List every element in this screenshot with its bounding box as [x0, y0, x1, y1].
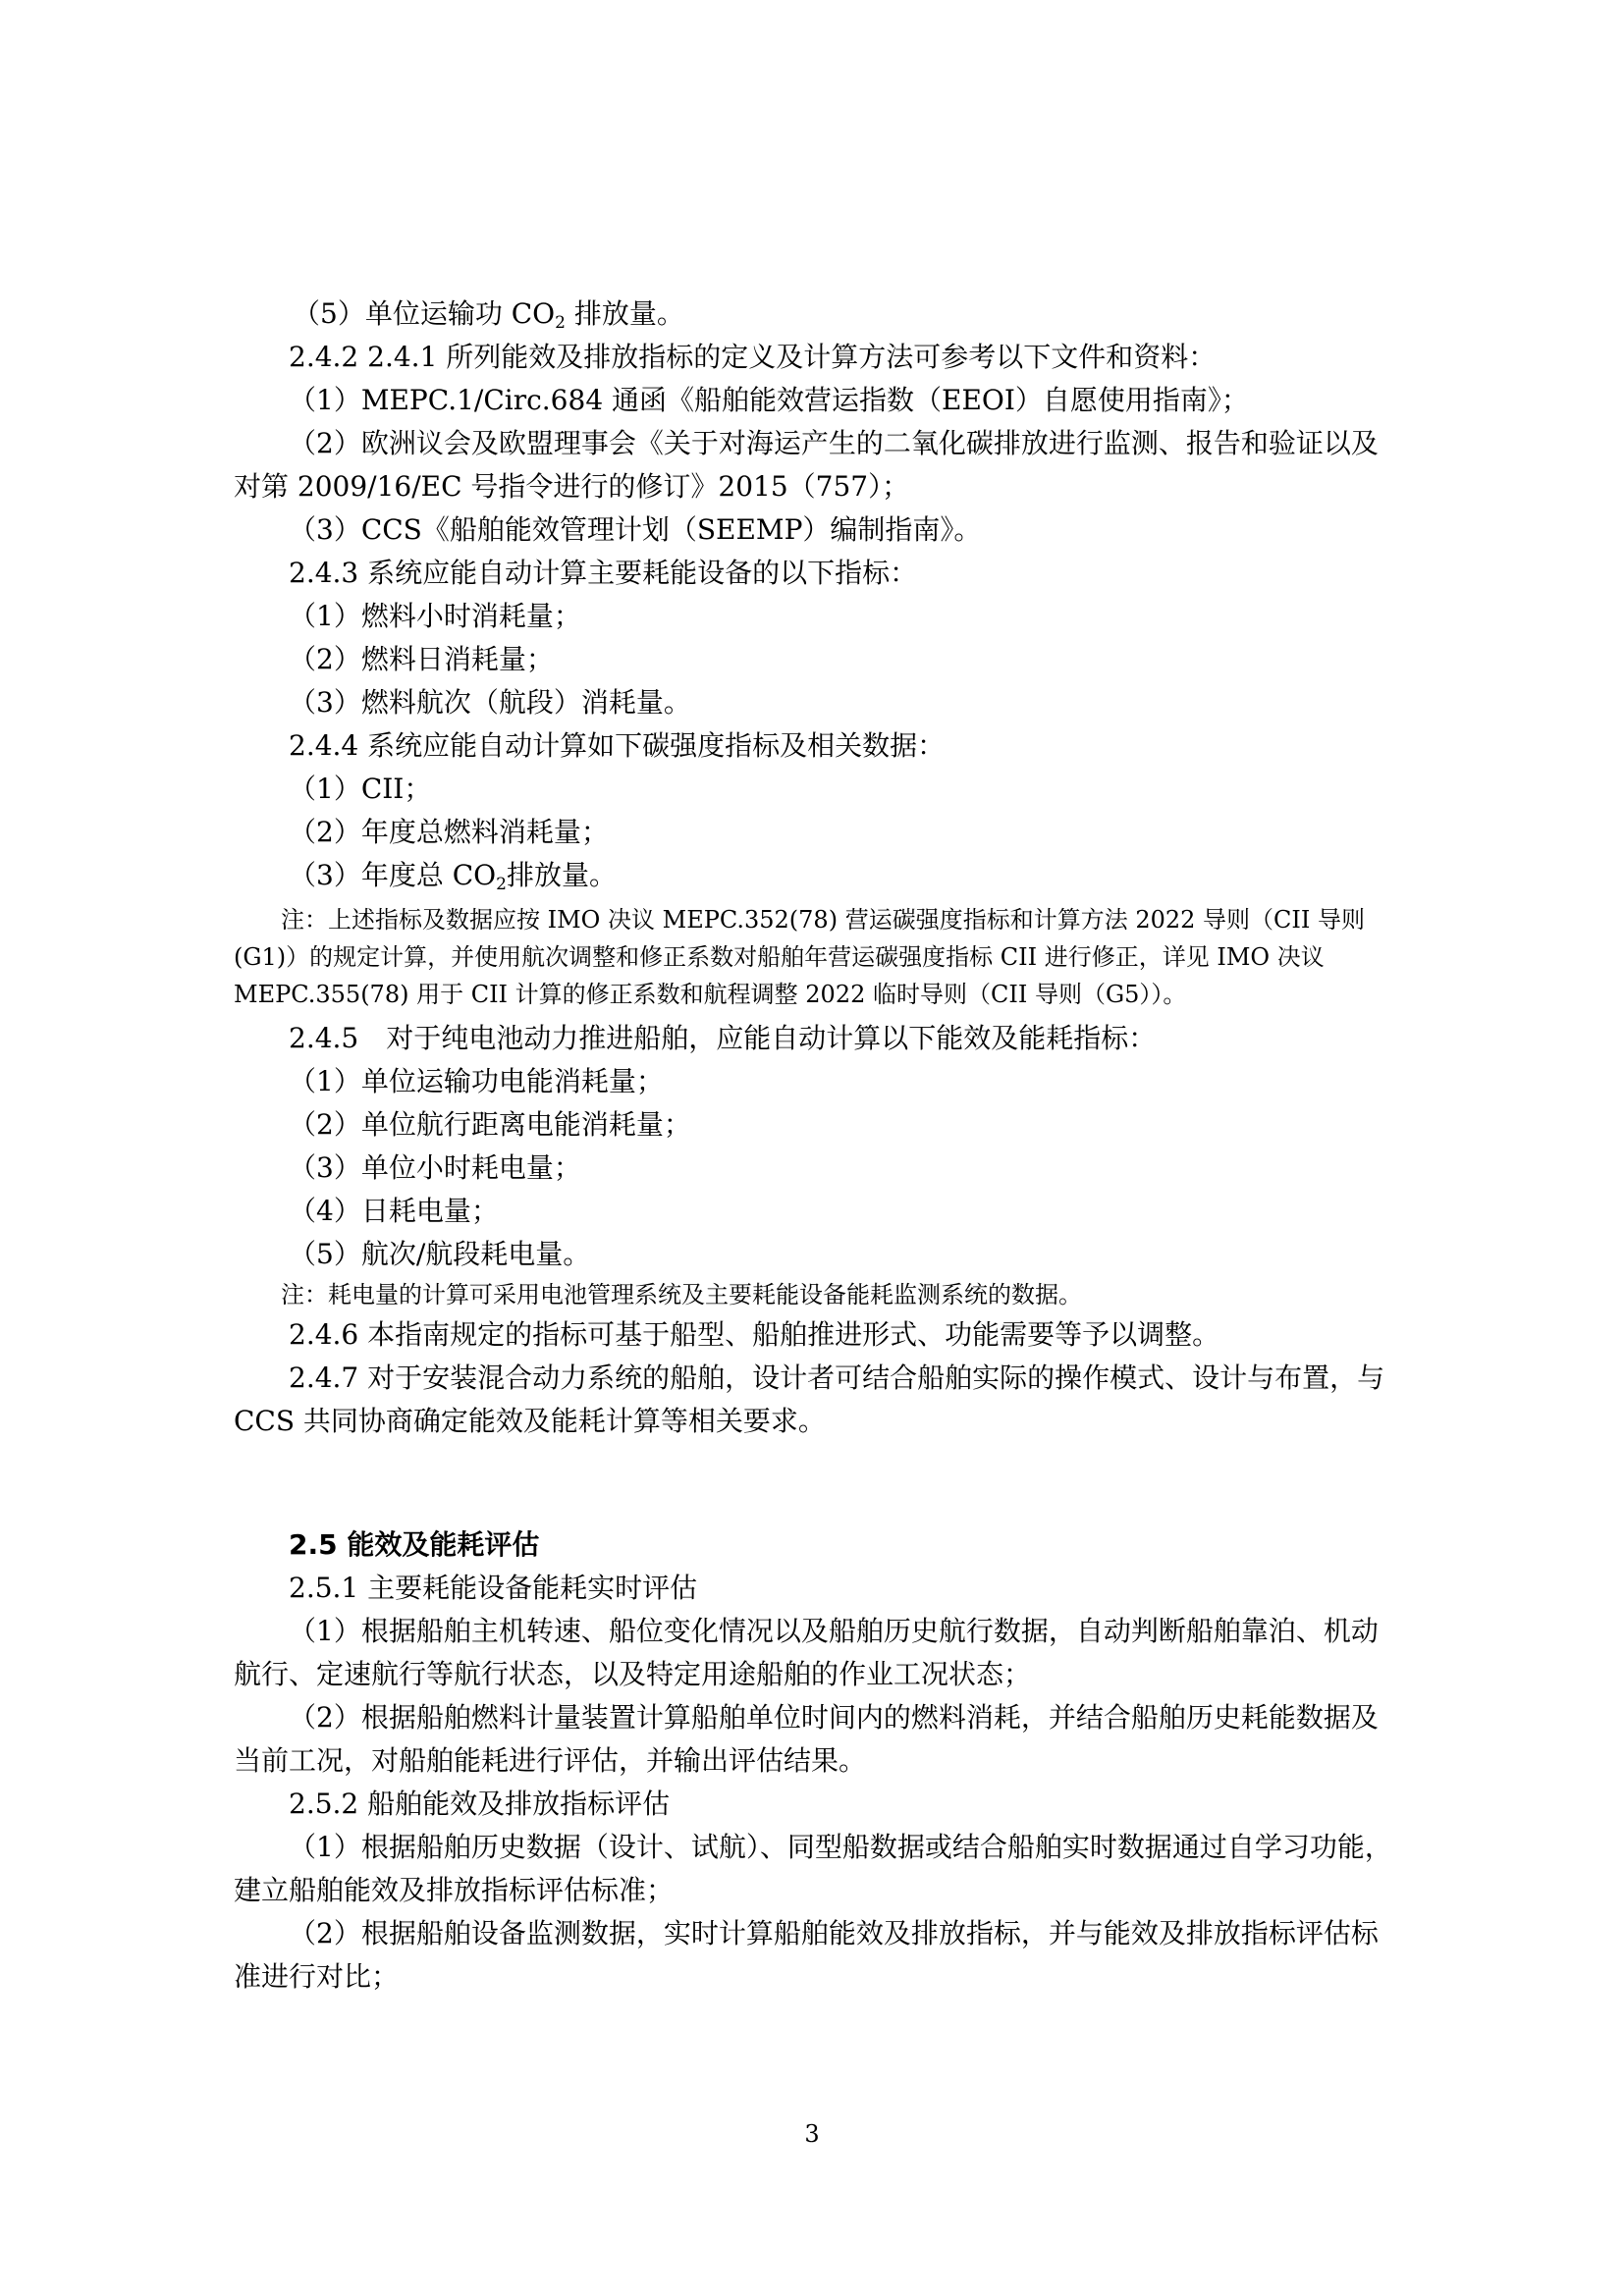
clause-2-4-5: 2.4.5 对于纯电池动力推进船舶，应能自动计算以下能效及能耗指标： [289, 1022, 1157, 1054]
note-battery: 注：耗电量的计算可采用电池管理系统及主要耗能设备能耗监测系统的数据。 [281, 1281, 1082, 1308]
list-item: （2）年度总燃料消耗量； [289, 816, 609, 848]
reference-item-3: （3）CCS《船舶能效管理计划（SEEMP）编制指南》。 [289, 513, 982, 546]
list-item: （1）燃料小时消耗量； [289, 600, 581, 632]
section-heading-2-5: 2.5 能效及能耗评估 [289, 1528, 540, 1561]
clause-2-4-2: 2.4.2 2.4.1 所列能效及排放指标的定义及计算方法可参考以下文件和资料： [289, 341, 1217, 373]
subscript-2: 2 [555, 313, 566, 334]
list-item: （1）单位运输功电能消耗量； [289, 1065, 664, 1097]
reference-item-1: （1）MEPC.1/Circ.684 通函《船舶能效营运指数（EEOI）自愿使用指南》； [289, 384, 1249, 416]
reference-item-2: （2）欧洲议会及欧盟理事会《关于对海运产生的二氧化碳排放进行监测、报告和验证以及对第 2009/16/EC 号指令进行的修订》2015（757）； [234, 427, 1379, 503]
list-item: （3）燃料航次（航段）消耗量。 [289, 686, 691, 719]
page-body [234, 293, 1402, 1999]
list-item: （1）根据船舶主机转速、船位变化情况以及船舶历史航行数据，自动判断船舶靠泊、机动航行、定速航行等航行状态，以及特定用途船舶的作业工况状态； [234, 1615, 1379, 1690]
clause-2-5-1: 2.5.1 主要耗能设备能耗实时评估 [289, 1572, 698, 1604]
subscript-2: 2 [496, 875, 507, 895]
list-item: （1）根据船舶历史数据（设计、试航）、同型船数据或结合船舶实时数据通过自学习功能，建立船舶能效及排放指标评估标准； [234, 1831, 1392, 1906]
list-item: （5）航次/航段耗电量。 [289, 1238, 591, 1270]
list-item: （4）日耗电量； [289, 1195, 499, 1227]
list-item-annual-co2: （3）年度总 $CO_2$排放量。 [289, 859, 617, 895]
list-item-co2-per-transport-work: （5）单位运输功 $CO_2$ 排放量。 [293, 297, 684, 334]
clause-2-4-4: 2.4.4 系统应能自动计算如下碳强度指标及相关数据： [289, 729, 946, 762]
list-item: （2）根据船舶燃料计量装置计算船舶单位时间内的燃料消耗，并结合船舶历史耗能数据及当前工况，对船舶能耗进行评估，并输出评估结果。 [234, 1701, 1379, 1777]
clause-2-5-2: 2.5.2 船舶能效及排放指标评估 [289, 1788, 671, 1820]
list-item: （2）单位航行距离电能消耗量； [289, 1108, 691, 1141]
list-item: （3）单位小时耗电量； [289, 1151, 581, 1184]
note-cii: 注：上述指标及数据应按 IMO 决议 MEPC.352(78) 营运碳强度指标和计算方法 2022 导则（CII 导则(G1)）的规定计算，并使用航次调整和修正系数对船舶年营运碳强度指标 CII 进行修正，详见 IMO 决议 MEPC.355(78) 用于 CII 计算的修正系数和航程调整 2022 临时导则（CII 导则（G5））。 [234, 906, 1365, 1008]
list-item: （2）根据船舶设备监测数据，实时计算船舶能效及排放指标，并与能效及排放指标评估标准进行对比； [234, 1917, 1379, 1993]
list-item: （1）CII； [289, 773, 432, 805]
clause-2-4-3: 2.4.3 系统应能自动计算主要耗能设备的以下指标： [289, 557, 918, 589]
page-number: 3 [804, 2120, 820, 2148]
clause-2-4-6: 2.4.6 本指南规定的指标可基于船型、船舶推进形式、功能需要等予以调整。 [289, 1318, 1220, 1351]
clause-2-4-7: 2.4.7 对于安装混合动力系统的船舶，设计者可结合船舶实际的操作模式、设计与布置，与 CCS 共同协商确定能效及能耗计算等相关要求。 [234, 1362, 1385, 1437]
list-item: （2）燃料日消耗量； [289, 643, 554, 675]
